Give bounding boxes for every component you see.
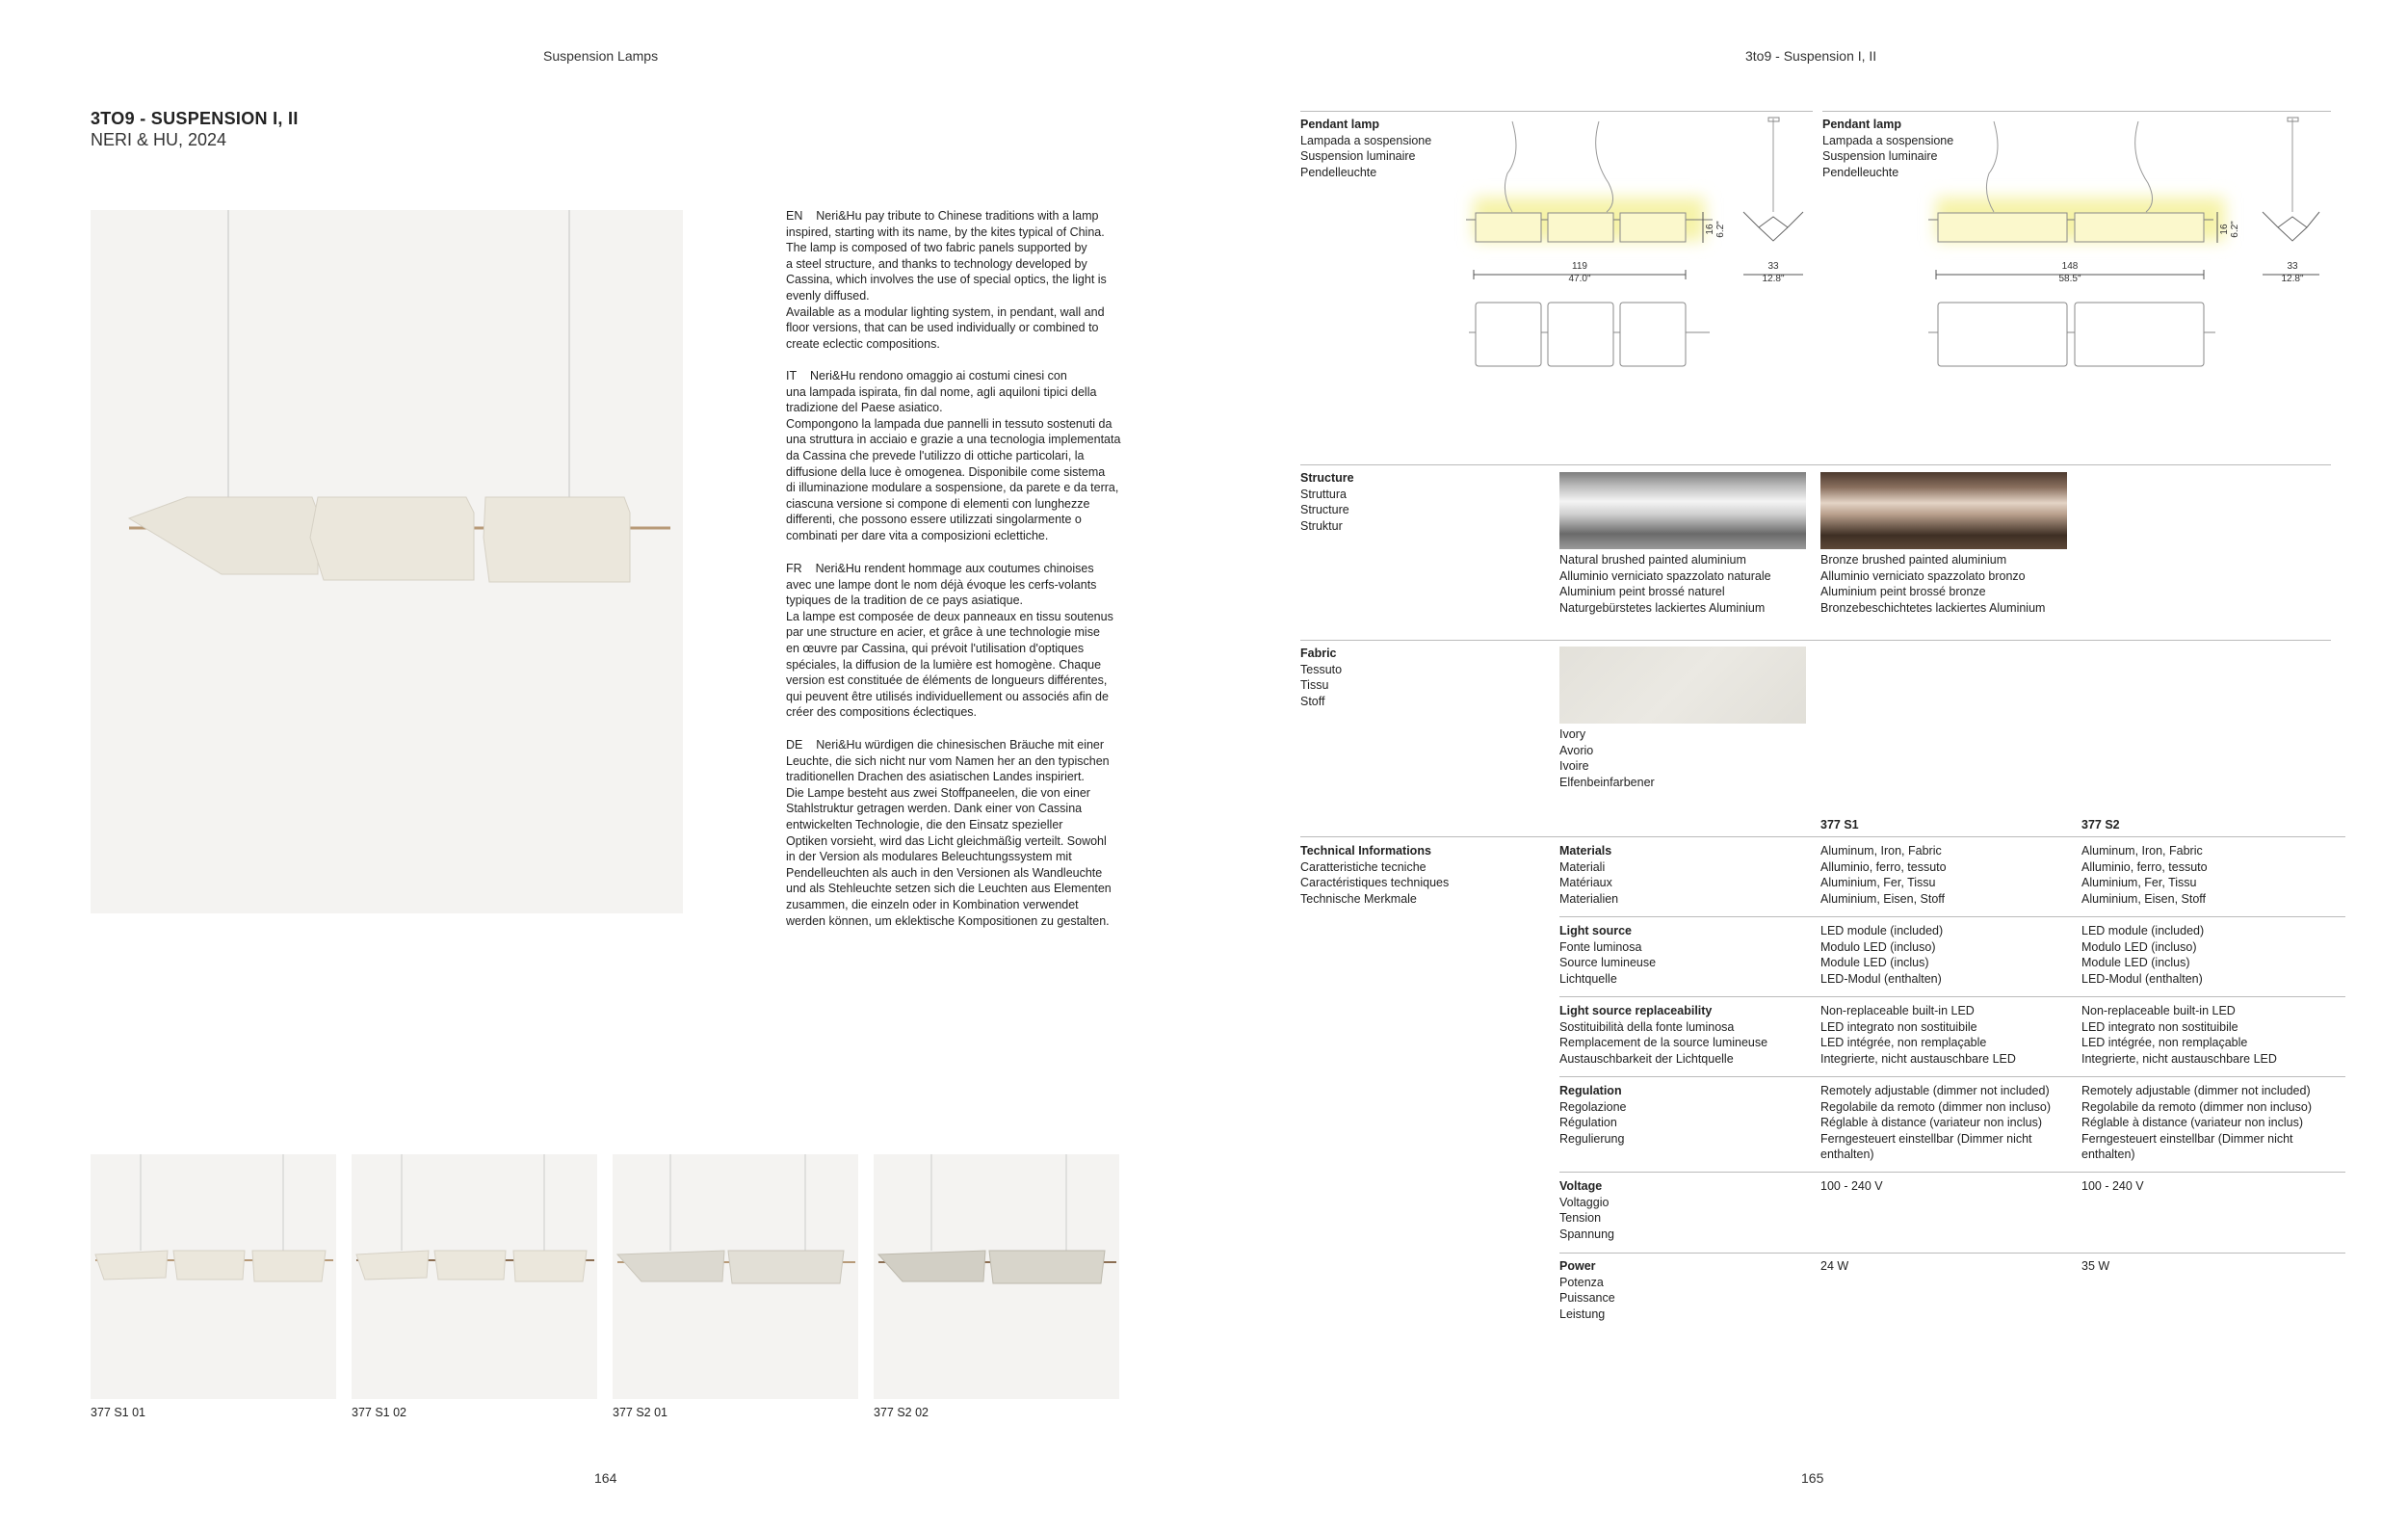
tech-cell-line: Aluminium, Fer, Tissu: [1820, 876, 1936, 890]
tech-cell-line: Aluminium, Eisen, Stoff: [2081, 891, 2206, 906]
designer-line: NERI & HU, 2024: [91, 130, 227, 149]
tech-row-replaceability-head: [1559, 1003, 1767, 1067]
tech-cell-line: Modulo LED (incluso): [1820, 939, 1936, 954]
divider: [1300, 640, 2331, 641]
tech-cell-line: Regolabile da remoto (dimmer non incluso): [1820, 1099, 2052, 1114]
tech-cell-line: LED integrato non sostituibile: [2081, 1019, 2238, 1034]
swatch-caption-line: Bronze brushed painted aluminium: [1820, 553, 2007, 567]
thumb-lamp-icon: [352, 1154, 597, 1399]
divider: [1559, 1172, 2345, 1173]
tech-row-light-source-head: [1559, 923, 1656, 987]
swatch-caption-line: Elfenbeinfarbener: [1559, 775, 1655, 789]
swatch-ivory-fabric: [1559, 647, 1806, 724]
description-en: [786, 208, 1133, 352]
thumbnail-377-s1-01: [91, 1154, 336, 1399]
tech-cell-line: Ferngesteuert einstellbar (Dimmer nicht: [1820, 1131, 2032, 1146]
fabric-swatch-caption: [1559, 726, 1655, 790]
description-it-text: Neri&Hu rendono omaggio ai costumi cinesi con una lampada ispirata, fin dal nome, agli aquiloni tipici della tradizione del Paese asiatico. Compongono la lampada due pannelli in tessuto sostenuti da una struttura in acciaio e grazie a una tecnologia implementata da Cassina che prevede l'utilizzo di ottiche particolari, la diffusione della luce è omogenea. Disponibile come sistema di illuminazione modulare a sospensione, da parete e da terra, ciascuna versione si compone di elementi con lunghezze differenti, che possono essere utilizzati singolarmente o combinati per dare vita a composizioni eclettiche.: [786, 369, 1121, 542]
tech-cell-line: Alluminio, ferro, tessuto: [1820, 859, 1947, 874]
tech-cell-line: Non-replaceable built-in LED: [1820, 1004, 1975, 1017]
tech-label: Caratteristiche tecniche: [1300, 859, 1426, 874]
fabric-label: Fabric: [1300, 647, 1337, 660]
dim-height-cm: 16: [1705, 224, 1715, 235]
dim-depth-in: 12.8": [1762, 274, 1785, 284]
lang-code-it: IT: [786, 369, 798, 383]
divider: [1559, 1076, 2345, 1077]
right-running-header: 3to9 - Suspension I, II: [1745, 48, 1877, 64]
dim-width-in: 47.0": [1568, 274, 1591, 284]
tech-cell-line: Ferngesteuert einstellbar (Dimmer nicht: [2081, 1131, 2293, 1146]
tech-column-header-s2: 377 S2: [2081, 818, 2120, 831]
tech-row-head-line: Puissance: [1559, 1291, 1615, 1306]
tech-cell-line: LED integrato non sostituibile: [1820, 1019, 1977, 1034]
swatch-caption-line: Naturgebürstetes lackiertes Aluminium: [1559, 600, 1766, 615]
divider: [1559, 996, 2345, 997]
tech-row-head-line: Materiali: [1559, 859, 1606, 874]
tech-labels: [1300, 843, 1449, 907]
tech-row-head-line: Austauschbarkeit der Lichtquelle: [1559, 1051, 1734, 1066]
dim-height-in: 6.2": [2230, 221, 2240, 238]
pendant-label-line: Pendelleuchte: [1822, 165, 1899, 179]
tech-row-regulation-head: [1559, 1083, 1627, 1147]
tech-row-light-source-s2: [2081, 923, 2204, 987]
tech-label: Technische Merkmale: [1300, 891, 1417, 906]
thumbnail-377-s1-02: [352, 1154, 597, 1399]
thumbnail-caption: 377 S2 02: [874, 1406, 929, 1419]
tech-row-materials-s2: [2081, 843, 2208, 907]
tech-cell-line: enthalten): [2081, 1148, 2135, 1162]
page-number-right: 165: [1801, 1470, 1824, 1486]
pendant-label-line: Pendant lamp: [1822, 118, 1901, 131]
tech-row-regulation-s2: [2081, 1083, 2312, 1163]
tech-row-head-line: Fonte luminosa: [1559, 939, 1642, 954]
tech-row-head-line: Materialien: [1559, 891, 1619, 906]
structure-swatch-1-caption: [1559, 552, 1771, 616]
pendant-label-s1: [1300, 117, 1431, 180]
divider: [1559, 1253, 2345, 1254]
dim-width-in: 58.5": [2058, 274, 2081, 284]
tech-row-head-line: Sostituibilità della fonte luminosa: [1559, 1019, 1735, 1034]
tech-label: Technical Informations: [1300, 844, 1431, 858]
swatch-caption-line: Aluminium peint brossé bronze: [1820, 585, 1986, 599]
tech-row-head-line: Tension: [1559, 1211, 1602, 1226]
tech-row-head-line: Matériaux: [1559, 876, 1612, 890]
dim-width-cm: 148: [2061, 261, 2079, 272]
tech-row-head-line: Leistung: [1559, 1307, 1606, 1321]
tech-row-power-s2: 35 W: [2081, 1259, 2110, 1273]
dim-depth-in: 12.8": [2281, 274, 2304, 284]
tech-cell-line: Module LED (inclus): [1820, 956, 1929, 970]
tech-cell-line: Aluminium, Eisen, Stoff: [1820, 891, 1945, 906]
tech-cell-line: enthalten): [1820, 1148, 1874, 1162]
structure-label: Structure: [1300, 471, 1354, 485]
structure-labels: [1300, 470, 1354, 534]
tech-cell-line: Aluminum, Iron, Fabric: [2081, 844, 2203, 858]
tech-row-head-line: Remplacement de la source lumineuse: [1559, 1036, 1768, 1050]
main-product-photo: [91, 210, 683, 913]
tech-row-power-s1: 24 W: [1820, 1259, 1849, 1273]
structure-swatch-2-caption: [1820, 552, 2045, 616]
swatch-caption-line: Natural brushed painted aluminium: [1559, 553, 1746, 567]
swatch-caption-line: Alluminio verniciato spazzolato naturale: [1559, 568, 1771, 583]
tech-row-materials-s1: [1820, 843, 1947, 907]
tech-row-head-line: Régulation: [1559, 1116, 1617, 1130]
dim-depth-cm: 33: [1767, 261, 1779, 272]
description-en-text: Neri&Hu pay tribute to Chinese traditions with a lamp inspired, starting with its name, by the kites typical of China. The lamp is composed of two fabric panels supported by a steel structure, and thanks to technology developed by Cassina, which involves the use of special optics, the light is evenly diffused. Available as a modular lighting system, in pendant, wall and floor versions, that can be used individually or combined to create eclectic compositions.: [786, 209, 1107, 351]
tech-cell-line: Aluminium, Fer, Tissu: [2081, 876, 2197, 890]
tech-cell-line: Remotely adjustable (dimmer not included): [1820, 1084, 2050, 1097]
tech-row-voltage-s2: 100 - 240 V: [2081, 1179, 2144, 1193]
tech-cell-line: Réglable à distance (variateur non inclus): [2081, 1116, 2303, 1130]
tech-row-head-line: Lichtquelle: [1559, 971, 1617, 986]
fabric-label: Stoff: [1300, 694, 1325, 708]
thumbnail-caption: 377 S1 01: [91, 1406, 145, 1419]
fabric-labels: [1300, 646, 1342, 709]
tech-row-head-line: Materials: [1559, 844, 1612, 858]
tech-row-power-head: [1559, 1258, 1615, 1322]
divider: [1300, 111, 1813, 112]
pendant-label-line: Lampada a sospensione: [1300, 133, 1432, 147]
tech-row-head-line: Regolazione: [1559, 1099, 1627, 1114]
lang-code-de: DE: [786, 738, 803, 752]
tech-row-head-line: Light source: [1559, 924, 1633, 937]
pendant-label-line: Lampada a sospensione: [1822, 133, 1954, 147]
pendant-label-line: Suspension luminaire: [1300, 149, 1416, 164]
tech-label: Caractéristiques techniques: [1300, 876, 1450, 890]
thumb-lamp-icon: [874, 1154, 1119, 1399]
fabric-label: Tissu: [1300, 678, 1329, 693]
tech-row-head-line: Spannung: [1559, 1227, 1615, 1241]
product-title: 3TO9 - SUSPENSION I, II: [91, 109, 299, 128]
structure-label: Struttura: [1300, 487, 1347, 501]
tech-cell-line: LED intégrée, non remplaçable: [2081, 1036, 2248, 1050]
tech-row-head-line: Light source replaceability: [1559, 1004, 1713, 1017]
tech-row-replaceability-s2: [2081, 1003, 2277, 1067]
divider: [1822, 111, 2331, 112]
swatch-caption-line: Bronzebeschichtetes lackiertes Aluminium: [1820, 600, 2046, 615]
divider: [1300, 464, 2331, 465]
tech-row-head-line: Voltage: [1559, 1179, 1603, 1193]
technical-drawing-s1: [1454, 116, 1820, 376]
tech-cell-line: LED intégrée, non remplaçable: [1820, 1036, 1987, 1050]
tech-cell-line: Remotely adjustable (dimmer not included): [2081, 1084, 2311, 1097]
pendant-label-line: Pendelleuchte: [1300, 165, 1377, 179]
tech-row-head-line: Regulation: [1559, 1084, 1622, 1097]
description-it: [786, 368, 1133, 544]
swatch-bronze-aluminium: [1820, 472, 2067, 549]
tech-row-head-line: Regulierung: [1559, 1131, 1625, 1146]
dim-height-in: 6.2": [1715, 221, 1726, 238]
swatch-caption-line: Ivoire: [1559, 759, 1589, 774]
swatch-caption-line: Aluminium peint brossé naturel: [1559, 585, 1725, 599]
thumbnail-377-s2-01: [613, 1154, 858, 1399]
tech-row-head-line: Source lumineuse: [1559, 956, 1657, 970]
tech-cell-line: Aluminum, Iron, Fabric: [1820, 844, 1942, 858]
pendant-label-line: Pendant lamp: [1300, 118, 1379, 131]
tech-row-voltage-head: [1559, 1178, 1614, 1242]
tech-cell-line: Module LED (inclus): [2081, 956, 2190, 970]
divider: [1559, 916, 2345, 917]
tech-row-head-line: Potenza: [1559, 1275, 1604, 1289]
tech-cell-line: LED module (included): [2081, 924, 2205, 937]
tech-cell-line: LED module (included): [1820, 924, 1944, 937]
tech-cell-line: Réglable à distance (variateur non inclus): [1820, 1116, 2042, 1130]
description-de-text: Neri&Hu würdigen die chinesischen Bräuche mit einer Leuchte, die sich nicht nur vom Namen her an den typischen traditionellen Drachen des asiatischen Landes inspiriert. Die Lampe besteht aus zwei Stoffpaneelen, die von einer Stahlstruktur getragen werden. Dank einer von Cassina entwickelten Technologie, die den Einsatz spezieller Optiken vorsieht, wird das Licht gleichmäßig verteilt. Sowohl in der Version als modulares Beleuchtungssystem mit Pendelleuchten als auch in den Versionen als Wandleuchte und als Stehleuchte setzen sich die Leuchten aus Elementen zusammen, die einzeln oder in Kombination verwendet werden können, um eklektische Kompositionen zu gestalten.: [786, 738, 1112, 928]
tech-cell-line: Modulo LED (incluso): [2081, 939, 2197, 954]
description-fr-text: Neri&Hu rendent hommage aux coutumes chinoises avec une lampe dont le nom déjà évoque les cerfs-volants typiques de la tradition de ce pays asiatique. La lampe est composée de deux panneaux en tissu soutenus par une structure en acier, et grâce à une technologie mise en œuvre par Cassina, qui prévoit l'utilisation d'optiques spéciales, la diffusion de la lumière est homogène. Chaque version est constituée de éléments de longueurs différentes, qui peuvent être utilisés individuellement ou associés afin de créer des compositions éclectiques.: [786, 562, 1113, 720]
tech-row-replaceability-s1: [1820, 1003, 2016, 1067]
structure-label: Struktur: [1300, 518, 1343, 533]
tech-column-header-s1: 377 S1: [1820, 818, 1859, 831]
description-fr: [786, 561, 1133, 721]
dim-height-cm: 16: [2219, 224, 2230, 235]
swatch-caption-line: Ivory: [1559, 727, 1586, 741]
swatch-caption-line: Avorio: [1559, 743, 1594, 757]
description-de: [786, 737, 1133, 929]
thumb-lamp-icon: [613, 1154, 858, 1399]
divider: [1300, 836, 2345, 837]
tech-cell-line: LED-Modul (enthalten): [1820, 971, 1942, 986]
tech-cell-line: Alluminio, ferro, tessuto: [2081, 859, 2208, 874]
structure-label: Structure: [1300, 503, 1349, 517]
tech-row-materials-head: [1559, 843, 1618, 907]
technical-drawing-s2: [1917, 116, 2321, 376]
tech-cell-line: LED-Modul (enthalten): [2081, 971, 2203, 986]
lang-code-fr: FR: [786, 562, 802, 575]
tech-cell-line: Integrierte, nicht austauschbare LED: [2081, 1051, 2277, 1066]
pendant-lamp-illustration: [91, 210, 683, 913]
tech-row-regulation-s1: [1820, 1083, 2051, 1163]
swatch-caption-line: Alluminio verniciato spazzolato bronzo: [1820, 568, 2026, 583]
thumb-lamp-icon: [91, 1154, 336, 1399]
fabric-label: Tessuto: [1300, 662, 1343, 676]
pendant-label-line: Suspension luminaire: [1822, 149, 1938, 164]
tech-cell-line: Regolabile da remoto (dimmer non incluso): [2081, 1099, 2313, 1114]
thumbnail-caption: 377 S2 01: [613, 1406, 667, 1419]
page-number-left: 164: [594, 1470, 617, 1486]
lang-code-en: EN: [786, 209, 803, 223]
tech-cell-line: Non-replaceable built-in LED: [2081, 1004, 2236, 1017]
thumbnail-caption: 377 S1 02: [352, 1406, 406, 1419]
tech-row-head-line: Voltaggio: [1559, 1195, 1610, 1209]
left-running-header: Suspension Lamps: [543, 48, 659, 64]
tech-row-head-line: Power: [1559, 1259, 1596, 1273]
dim-depth-cm: 33: [2287, 261, 2298, 272]
swatch-natural-aluminium: [1559, 472, 1806, 549]
tech-row-voltage-s1: 100 - 240 V: [1820, 1179, 1883, 1193]
thumbnail-377-s2-02: [874, 1154, 1119, 1399]
tech-row-light-source-s1: [1820, 923, 1943, 987]
tech-cell-line: Integrierte, nicht austauschbare LED: [1820, 1051, 2016, 1066]
dim-width-cm: 119: [1572, 261, 1587, 272]
